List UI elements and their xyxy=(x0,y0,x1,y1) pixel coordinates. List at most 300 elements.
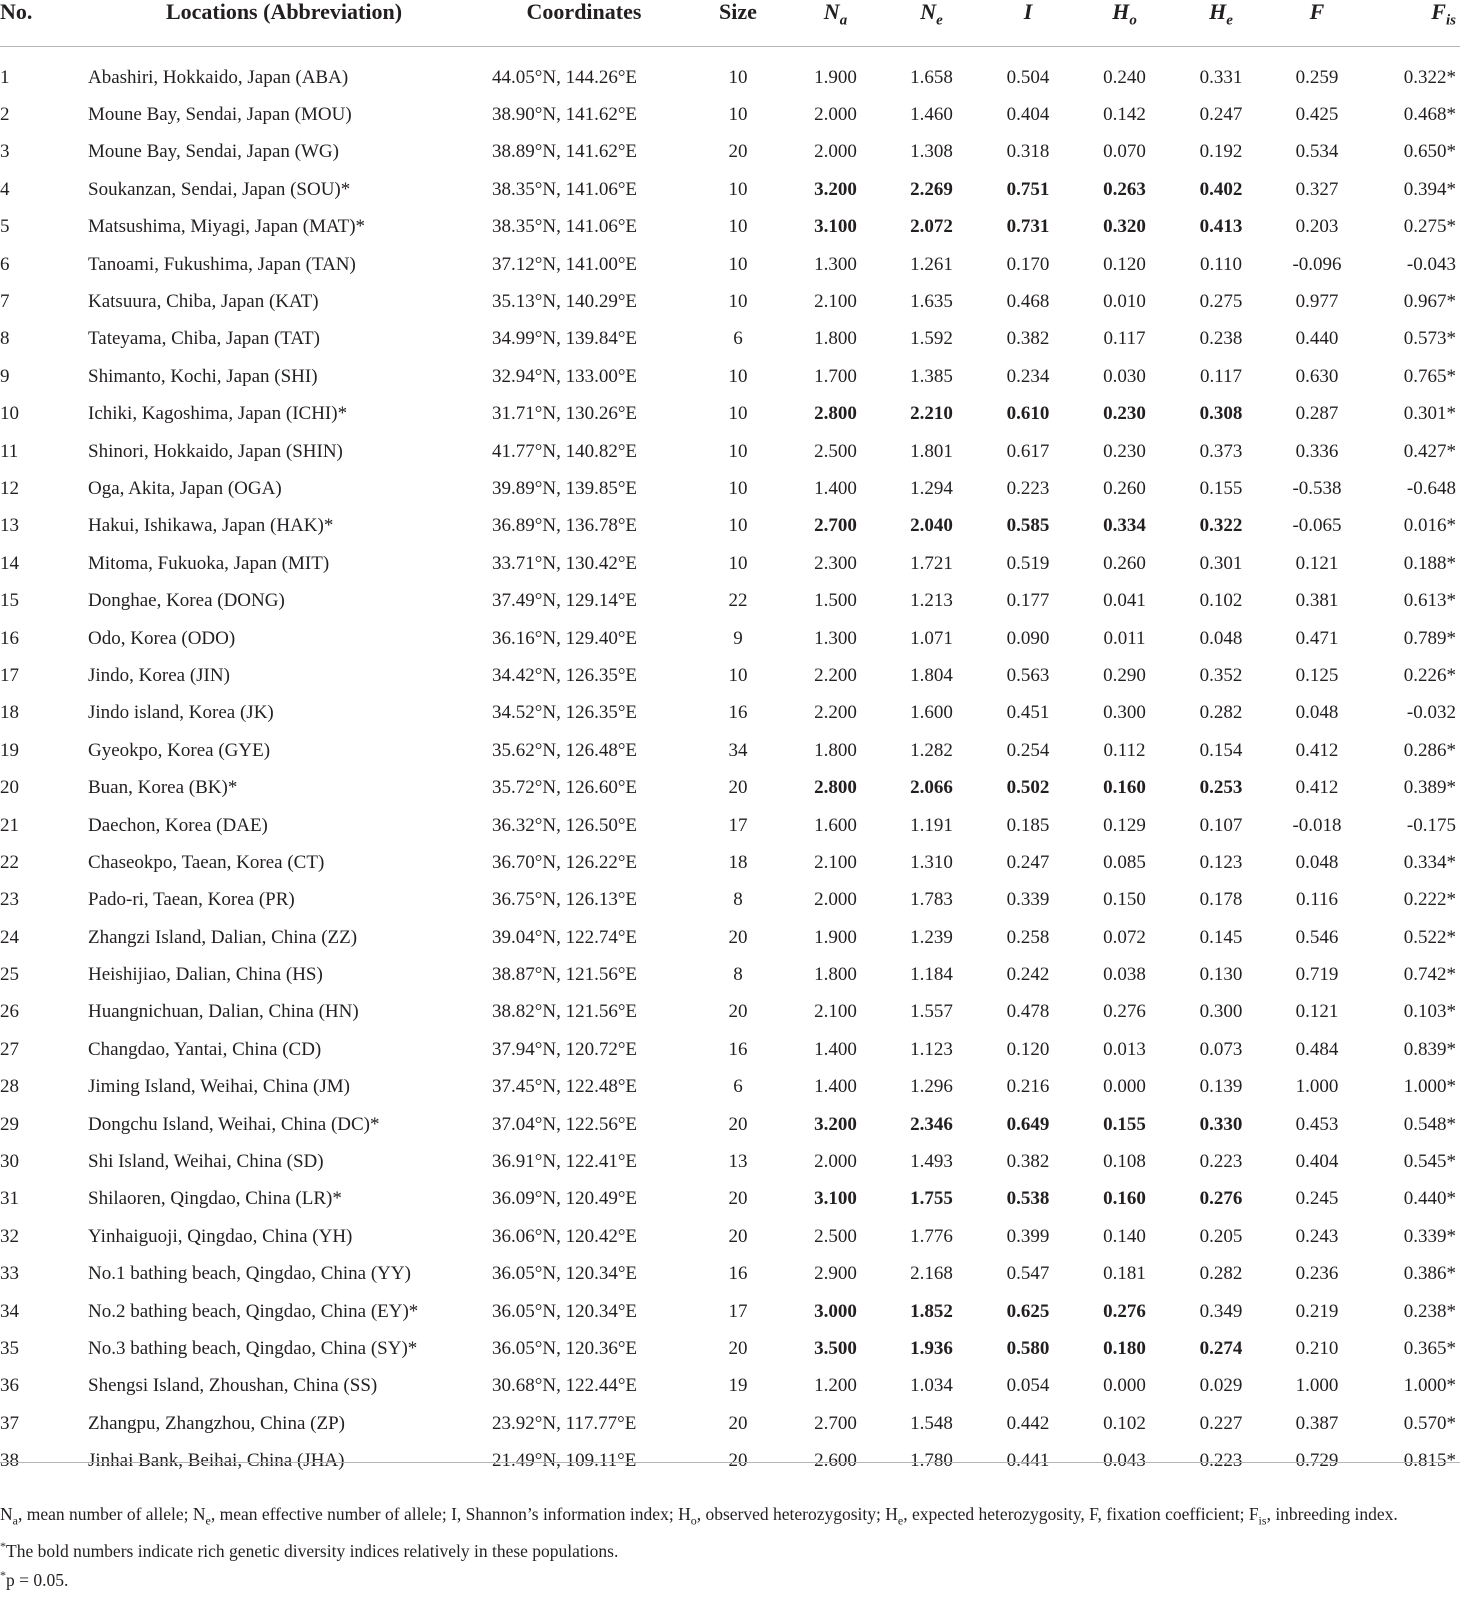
cell-i: 0.090 xyxy=(1006,627,1050,649)
cell-ne: 1.548 xyxy=(910,1412,953,1434)
cell-i: 0.185 xyxy=(1006,814,1050,836)
cell-f: 0.534 xyxy=(1295,141,1339,163)
cell-no: 18 xyxy=(0,702,19,724)
cell-coord: 36.32°N, 126.50°E xyxy=(492,814,638,836)
cell-na: 3.200 xyxy=(814,1113,857,1135)
cell-i: 0.382 xyxy=(1006,1151,1050,1173)
cell-ne: 2.168 xyxy=(910,1263,953,1285)
cell-f: -0.018 xyxy=(1292,814,1342,836)
cell-f: 0.121 xyxy=(1295,552,1339,574)
cell-loc: Huangnichuan, Dalian, China (HN) xyxy=(88,1001,359,1023)
cell-f: 0.259 xyxy=(1295,66,1339,88)
cell-f: 0.630 xyxy=(1295,365,1339,387)
cell-loc: Gyeokpo, Korea (GYE) xyxy=(88,739,271,761)
cell-ne: 2.040 xyxy=(910,515,953,537)
cell-na: 3.000 xyxy=(814,1300,857,1322)
cell-ho: 0.043 xyxy=(1103,1450,1146,1472)
table-row xyxy=(0,1330,1460,1367)
cell-he: 0.274 xyxy=(1199,1337,1243,1359)
table-row xyxy=(0,246,1460,283)
cell-fis: -0.043 xyxy=(1406,253,1456,275)
cell-ne: 1.184 xyxy=(910,964,953,986)
cell-ho: 0.334 xyxy=(1103,515,1146,537)
cell-na: 2.000 xyxy=(814,141,857,163)
cell-ho: 0.102 xyxy=(1103,1412,1146,1434)
cell-no: 19 xyxy=(0,739,19,761)
cell-ho: 0.030 xyxy=(1103,365,1146,387)
cell-no: 13 xyxy=(0,515,19,537)
cell-ho: 0.000 xyxy=(1103,1375,1146,1397)
cell-i: 0.502 xyxy=(1006,777,1050,799)
cell-he: 0.352 xyxy=(1199,664,1243,686)
cell-loc: Jindo, Korea (JIN) xyxy=(88,664,230,686)
cell-no: 34 xyxy=(0,1300,19,1322)
cell-ne: 1.755 xyxy=(910,1188,953,1210)
cell-fis: 0.573* xyxy=(1403,328,1456,350)
cell-he: 0.192 xyxy=(1199,141,1243,163)
cell-he: 0.282 xyxy=(1199,1263,1243,1285)
cell-ne: 1.213 xyxy=(910,590,953,612)
cell-na: 2.000 xyxy=(814,1151,857,1173)
cell-ne: 1.658 xyxy=(910,66,953,88)
cell-f: 1.000 xyxy=(1295,1375,1339,1397)
cell-coord: 38.90°N, 141.62°E xyxy=(492,104,638,126)
p-value-note: *p = 0.05. xyxy=(0,1568,69,1591)
cell-he: 0.275 xyxy=(1199,291,1243,313)
cell-ne: 1.123 xyxy=(910,1038,953,1060)
cell-na: 1.200 xyxy=(814,1375,857,1397)
table-row xyxy=(0,283,1460,320)
cell-i: 0.382 xyxy=(1006,328,1050,350)
cell-size: 10 xyxy=(728,515,748,537)
cell-coord: 38.35°N, 141.06°E xyxy=(492,216,638,238)
cell-size: 20 xyxy=(728,1188,748,1210)
cell-i: 0.120 xyxy=(1006,1038,1050,1060)
cell-na: 2.100 xyxy=(814,1001,857,1023)
cell-size: 34 xyxy=(728,739,748,761)
cell-size: 20 xyxy=(728,1001,748,1023)
cell-no: 28 xyxy=(0,1076,19,1098)
cell-i: 0.610 xyxy=(1006,403,1050,425)
table-bottom-rule xyxy=(0,1462,1460,1463)
cell-no: 30 xyxy=(0,1151,19,1173)
cell-ho: 0.150 xyxy=(1103,889,1146,911)
cell-ne: 1.261 xyxy=(910,253,953,275)
cell-coord: 21.49°N, 109.11°E xyxy=(492,1450,637,1472)
cell-i: 0.547 xyxy=(1006,1263,1050,1285)
cell-f: 0.327 xyxy=(1295,178,1339,200)
cell-ho: 0.160 xyxy=(1103,777,1146,799)
cell-loc: No.1 bathing beach, Qingdao, China (YY) xyxy=(88,1263,411,1285)
cell-size: 16 xyxy=(728,1038,748,1060)
cell-he: 0.123 xyxy=(1199,851,1243,873)
cell-he: 0.223 xyxy=(1199,1450,1243,1472)
cell-i: 0.538 xyxy=(1006,1188,1050,1210)
cell-ne: 1.310 xyxy=(910,851,953,873)
cell-size: 20 xyxy=(728,777,748,799)
cell-fis: 0.334* xyxy=(1403,851,1456,873)
cell-size: 10 xyxy=(728,253,748,275)
cell-loc: Abashiri, Hokkaido, Japan (ABA) xyxy=(88,66,349,88)
cell-coord: 36.91°N, 122.41°E xyxy=(492,1151,638,1173)
cell-coord: 36.09°N, 120.49°E xyxy=(492,1188,638,1210)
cell-f: 0.116 xyxy=(1295,889,1339,911)
cell-i: 0.404 xyxy=(1006,104,1050,126)
cell-loc: No.2 bathing beach, Qingdao, China (EY)* xyxy=(88,1300,419,1322)
table-row xyxy=(0,769,1460,806)
cell-coord: 31.71°N, 130.26°E xyxy=(492,403,638,425)
cell-coord: 30.68°N, 122.44°E xyxy=(492,1375,638,1397)
cell-fis: 0.339* xyxy=(1403,1225,1456,1247)
cell-ne: 2.210 xyxy=(910,403,953,425)
table-row xyxy=(0,1293,1460,1330)
table-row xyxy=(0,1368,1460,1405)
cell-loc: Shinori, Hokkaido, Japan (SHIN) xyxy=(88,440,343,462)
bold-note: *The bold numbers indicate rich genetic diversity indices relatively in these populations. xyxy=(0,1538,619,1561)
cell-loc: Moune Bay, Sendai, Japan (MOU) xyxy=(88,104,352,126)
cell-na: 1.800 xyxy=(814,328,857,350)
cell-loc: Tateyama, Chiba, Japan (TAT) xyxy=(88,328,320,350)
cell-fis: 0.427* xyxy=(1403,440,1456,462)
cell-size: 16 xyxy=(728,1263,748,1285)
cell-coord: 44.05°N, 144.26°E xyxy=(492,66,638,88)
cell-f: 0.729 xyxy=(1295,1450,1339,1472)
table-row xyxy=(0,956,1460,993)
cell-na: 2.500 xyxy=(814,440,857,462)
cell-ne: 1.780 xyxy=(910,1450,953,1472)
cell-fis: 0.440* xyxy=(1403,1188,1456,1210)
cell-ho: 0.240 xyxy=(1103,66,1146,88)
cell-na: 2.800 xyxy=(814,403,857,425)
cell-ho: 0.300 xyxy=(1103,702,1146,724)
cell-he: 0.102 xyxy=(1199,590,1243,612)
cell-ho: 0.038 xyxy=(1103,964,1146,986)
cell-coord: 39.04°N, 122.74°E xyxy=(492,926,638,948)
cell-no: 8 xyxy=(0,328,10,350)
cell-i: 0.519 xyxy=(1006,552,1050,574)
header-no: No. xyxy=(0,0,88,47)
cell-i: 0.339 xyxy=(1006,889,1050,911)
cell-f: 0.203 xyxy=(1295,216,1339,238)
cell-coord: 36.70°N, 126.22°E xyxy=(492,851,638,873)
cell-ho: 0.260 xyxy=(1103,477,1146,499)
cell-no: 29 xyxy=(0,1113,19,1135)
cell-he: 0.331 xyxy=(1199,66,1243,88)
cell-na: 3.500 xyxy=(814,1337,857,1359)
cell-no: 1 xyxy=(0,66,10,88)
table-row xyxy=(0,1181,1460,1218)
cell-ne: 1.804 xyxy=(910,664,953,686)
cell-fis: 0.275* xyxy=(1403,216,1456,238)
cell-na: 1.500 xyxy=(814,590,857,612)
cell-f: 0.977 xyxy=(1295,291,1339,313)
cell-loc: Chaseokpo, Taean, Korea (CT) xyxy=(88,851,325,873)
cell-ho: 0.085 xyxy=(1103,851,1146,873)
cell-ne: 1.282 xyxy=(910,739,953,761)
cell-i: 0.625 xyxy=(1006,1300,1050,1322)
cell-i: 0.247 xyxy=(1006,851,1050,873)
cell-ho: 0.013 xyxy=(1103,1038,1146,1060)
cell-f: 0.412 xyxy=(1295,739,1339,761)
cell-f: 0.719 xyxy=(1295,964,1339,986)
cell-size: 20 xyxy=(728,1337,748,1359)
cell-i: 0.580 xyxy=(1006,1337,1050,1359)
cell-i: 0.617 xyxy=(1006,440,1050,462)
cell-ho: 0.290 xyxy=(1103,664,1146,686)
cell-size: 20 xyxy=(728,1412,748,1434)
cell-fis: 0.394* xyxy=(1403,178,1456,200)
cell-f: 0.412 xyxy=(1295,777,1339,799)
cell-coord: 36.16°N, 129.40°E xyxy=(492,627,638,649)
cell-fis: 0.789* xyxy=(1403,627,1456,649)
cell-loc: Tanoami, Fukushima, Japan (TAN) xyxy=(88,253,356,275)
cell-ne: 1.294 xyxy=(910,477,953,499)
cell-i: 0.563 xyxy=(1006,664,1050,686)
cell-fis: 0.742* xyxy=(1403,964,1456,986)
cell-no: 26 xyxy=(0,1001,19,1023)
cell-no: 5 xyxy=(0,216,10,238)
cell-he: 0.301 xyxy=(1199,552,1243,574)
table-notes xyxy=(0,1502,1456,1593)
cell-na: 3.100 xyxy=(814,216,857,238)
cell-coord: 36.89°N, 136.78°E xyxy=(492,515,638,537)
cell-coord: 34.99°N, 139.84°E xyxy=(492,328,638,350)
table-row xyxy=(0,209,1460,246)
cell-size: 6 xyxy=(733,1076,743,1098)
cell-size: 10 xyxy=(728,664,748,686)
cell-he: 0.029 xyxy=(1199,1375,1243,1397)
cell-ne: 1.493 xyxy=(910,1151,953,1173)
cell-no: 2 xyxy=(0,104,10,126)
cell-no: 3 xyxy=(0,141,10,163)
cell-ne: 2.066 xyxy=(910,777,953,799)
cell-ne: 1.071 xyxy=(910,627,953,649)
cell-ho: 0.010 xyxy=(1103,291,1146,313)
cell-ho: 0.000 xyxy=(1103,1076,1146,1098)
cell-fis: 0.545* xyxy=(1403,1151,1456,1173)
cell-na: 1.900 xyxy=(814,66,857,88)
cell-size: 10 xyxy=(728,440,748,462)
cell-loc: Yinhaiguoji, Qingdao, China (YH) xyxy=(88,1225,353,1247)
cell-f: 0.243 xyxy=(1295,1225,1339,1247)
cell-na: 1.700 xyxy=(814,365,857,387)
cell-na: 2.000 xyxy=(814,104,857,126)
cell-i: 0.318 xyxy=(1006,141,1050,163)
cell-no: 14 xyxy=(0,552,19,574)
cell-fis: 0.301* xyxy=(1403,403,1456,425)
cell-no: 31 xyxy=(0,1188,19,1210)
cell-coord: 36.05°N, 120.34°E xyxy=(492,1300,638,1322)
cell-he: 0.117 xyxy=(1199,365,1243,387)
cell-loc: Daechon, Korea (DAE) xyxy=(88,814,268,836)
cell-ne: 2.346 xyxy=(910,1113,953,1135)
table-row xyxy=(0,358,1460,395)
cell-no: 20 xyxy=(0,777,19,799)
cell-ho: 0.230 xyxy=(1103,403,1146,425)
table-row xyxy=(0,171,1460,208)
cell-no: 36 xyxy=(0,1375,19,1397)
cell-loc: Jindo island, Korea (JK) xyxy=(88,702,274,724)
cell-ho: 0.260 xyxy=(1103,552,1146,574)
cell-ho: 0.108 xyxy=(1103,1151,1146,1173)
cell-coord: 32.94°N, 133.00°E xyxy=(492,365,638,387)
cell-he: 0.139 xyxy=(1199,1076,1243,1098)
cell-ne: 1.635 xyxy=(910,291,953,313)
cell-he: 0.155 xyxy=(1199,477,1243,499)
cell-na: 2.700 xyxy=(814,515,857,537)
cell-fis: 0.103* xyxy=(1403,1001,1456,1023)
cell-na: 1.600 xyxy=(814,814,857,836)
cell-coord: 38.82°N, 121.56°E xyxy=(492,1001,638,1023)
cell-fis: 0.238* xyxy=(1403,1300,1456,1322)
cell-he: 0.227 xyxy=(1199,1412,1243,1434)
cell-coord: 34.52°N, 126.35°E xyxy=(492,702,638,724)
cell-he: 0.154 xyxy=(1199,739,1243,761)
table-row xyxy=(0,695,1460,732)
cell-size: 8 xyxy=(733,889,743,911)
cell-ne: 1.592 xyxy=(910,328,953,350)
header-i: I xyxy=(980,0,1076,47)
cell-coord: 36.05°N, 120.34°E xyxy=(492,1263,638,1285)
table-row xyxy=(0,396,1460,433)
cell-size: 10 xyxy=(728,178,748,200)
cell-no: 21 xyxy=(0,814,19,836)
cell-size: 19 xyxy=(728,1375,748,1397)
table-row xyxy=(0,919,1460,956)
cell-no: 23 xyxy=(0,889,19,911)
cell-f: -0.065 xyxy=(1292,515,1342,537)
cell-ne: 1.852 xyxy=(910,1300,953,1322)
cell-no: 12 xyxy=(0,477,19,499)
cell-he: 0.238 xyxy=(1199,328,1243,350)
cell-i: 0.585 xyxy=(1006,515,1050,537)
cell-fis: 0.365* xyxy=(1403,1337,1456,1359)
cell-coord: 35.13°N, 140.29°E xyxy=(492,291,638,313)
table-body xyxy=(0,47,1460,1480)
table-row xyxy=(0,1069,1460,1106)
cell-f: 0.048 xyxy=(1295,702,1339,724)
table-row xyxy=(0,1256,1460,1293)
cell-f: -0.538 xyxy=(1292,477,1342,499)
cell-fis: 0.322* xyxy=(1403,66,1456,88)
cell-f: 0.471 xyxy=(1295,627,1339,649)
cell-i: 0.504 xyxy=(1006,66,1050,88)
table-row xyxy=(0,1405,1460,1442)
cell-loc: Soukanzan, Sendai, Japan (SOU)* xyxy=(88,178,351,200)
cell-ne: 1.191 xyxy=(910,814,953,836)
cell-fis: 0.765* xyxy=(1403,365,1456,387)
cell-he: 0.107 xyxy=(1199,814,1243,836)
cell-loc: Hakui, Ishikawa, Japan (HAK)* xyxy=(88,515,334,537)
cell-size: 10 xyxy=(728,477,748,499)
cell-ho: 0.117 xyxy=(1103,328,1146,350)
cell-no: 24 xyxy=(0,926,19,948)
cell-no: 6 xyxy=(0,253,10,275)
cell-ho: 0.011 xyxy=(1103,627,1146,649)
cell-he: 0.253 xyxy=(1199,777,1243,799)
cell-i: 0.751 xyxy=(1006,178,1050,200)
header-coordinates: Coordinates xyxy=(480,0,688,47)
table-row xyxy=(0,807,1460,844)
cell-loc: Shi Island, Weihai, China (SD) xyxy=(88,1151,324,1173)
cell-ho: 0.276 xyxy=(1103,1001,1146,1023)
header-size: Size xyxy=(688,0,788,47)
cell-i: 0.242 xyxy=(1006,964,1050,986)
cell-i: 0.254 xyxy=(1006,739,1050,761)
cell-f: 0.210 xyxy=(1295,1337,1339,1359)
cell-no: 7 xyxy=(0,291,10,313)
cell-na: 1.300 xyxy=(814,253,857,275)
cell-i: 0.451 xyxy=(1006,702,1050,724)
cell-fis: 0.522* xyxy=(1403,926,1456,948)
cell-i: 0.731 xyxy=(1006,216,1050,238)
cell-no: 4 xyxy=(0,178,10,200)
cell-f: 0.336 xyxy=(1295,440,1339,462)
cell-he: 0.330 xyxy=(1199,1113,1243,1135)
cell-i: 0.478 xyxy=(1006,1001,1050,1023)
cell-size: 16 xyxy=(728,702,748,724)
cell-coord: 34.42°N, 126.35°E xyxy=(492,664,638,686)
cell-size: 10 xyxy=(728,216,748,238)
cell-ho: 0.230 xyxy=(1103,440,1146,462)
cell-no: 17 xyxy=(0,664,19,686)
cell-he: 0.247 xyxy=(1199,104,1243,126)
cell-he: 0.276 xyxy=(1199,1188,1243,1210)
cell-no: 11 xyxy=(0,440,19,462)
cell-i: 0.399 xyxy=(1006,1225,1050,1247)
cell-na: 1.400 xyxy=(814,1076,857,1098)
cell-no: 35 xyxy=(0,1337,19,1359)
cell-size: 20 xyxy=(728,141,748,163)
cell-he: 0.300 xyxy=(1199,1001,1243,1023)
cell-ne: 1.385 xyxy=(910,365,953,387)
table-row xyxy=(0,321,1460,358)
cell-no: 22 xyxy=(0,851,19,873)
cell-fis: 0.016* xyxy=(1403,515,1456,537)
cell-ho: 0.263 xyxy=(1103,178,1146,200)
cell-he: 0.373 xyxy=(1199,440,1243,462)
cell-he: 0.130 xyxy=(1199,964,1243,986)
cell-he: 0.205 xyxy=(1199,1225,1243,1247)
header-fis: $F_{is}$ xyxy=(1365,0,1460,47)
cell-i: 0.054 xyxy=(1006,1375,1050,1397)
cell-ho: 0.041 xyxy=(1103,590,1146,612)
header-locations: Locations (Abbreviation) xyxy=(88,0,480,47)
table-row xyxy=(0,882,1460,919)
cell-he: 0.349 xyxy=(1199,1300,1243,1322)
cell-coord: 23.92°N, 117.77°E xyxy=(492,1412,637,1434)
cell-fis: 0.222* xyxy=(1403,889,1456,911)
abbreviation-note: $N_a$, mean number of allele; $N_e$, mean effective number of allele; I, Shannon’s information index; $H_o$, observed heterozygosity; $H_e$, expected heterozygosity, F, fixation coefficient; $F_{is}$, inbreeding index. xyxy=(0,1504,1398,1528)
cell-ne: 1.721 xyxy=(910,552,953,574)
cell-loc: Zhangzi Island, Dalian, China (ZZ) xyxy=(88,926,358,948)
header-row xyxy=(0,0,1460,47)
cell-fis: 0.613* xyxy=(1403,590,1456,612)
cell-size: 20 xyxy=(728,926,748,948)
cell-na: 1.400 xyxy=(814,1038,857,1060)
table-row xyxy=(0,1106,1460,1143)
cell-no: 10 xyxy=(0,403,19,425)
cell-f: 0.387 xyxy=(1295,1412,1339,1434)
cell-i: 0.442 xyxy=(1006,1412,1050,1434)
cell-i: 0.177 xyxy=(1006,590,1050,612)
cell-size: 20 xyxy=(728,1113,748,1135)
header-ho: $H_o$ xyxy=(1076,0,1173,47)
cell-coord: 35.72°N, 126.60°E xyxy=(492,777,638,799)
table-row xyxy=(0,657,1460,694)
cell-no: 32 xyxy=(0,1225,19,1247)
cell-loc: Oga, Akita, Japan (OGA) xyxy=(88,477,282,499)
